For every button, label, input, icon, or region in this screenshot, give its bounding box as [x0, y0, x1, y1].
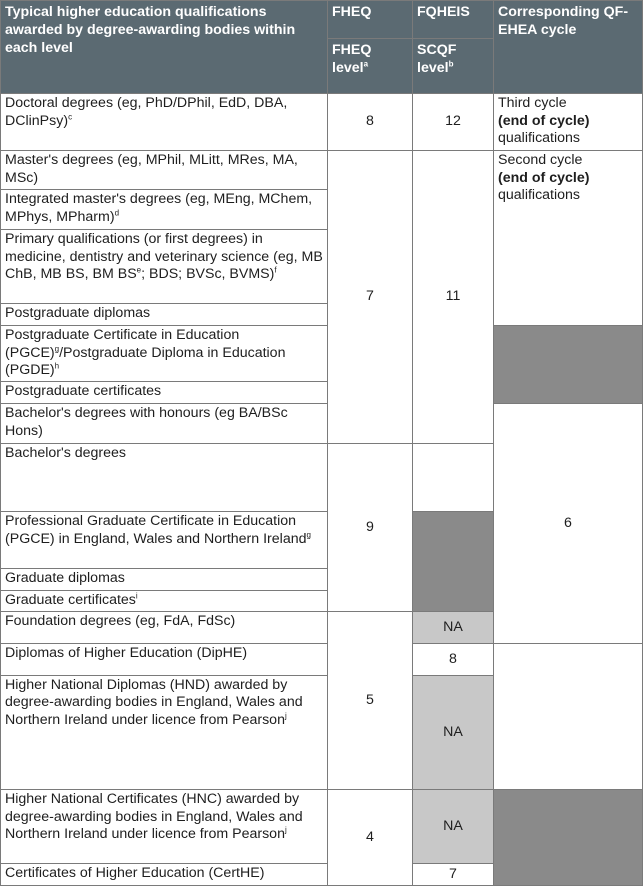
qualification-doctoral — [1, 94, 328, 151]
header-fqheis: FQHEIS — [413, 1, 494, 39]
footnote-marker: f — [274, 265, 277, 275]
cycle-name: Third cycle — [498, 95, 567, 111]
scqf-level-11: 11 — [413, 151, 494, 444]
fheq-level-4: 4 — [328, 790, 413, 886]
scqf-level-na: NA — [413, 612, 494, 644]
qualification-integrated-masters — [1, 190, 328, 230]
cycle-name: Second cycle — [498, 152, 583, 168]
fheq-level-6: 6 — [494, 404, 643, 644]
header-scqf-level — [413, 39, 494, 94]
footnote-marker: j — [284, 711, 287, 721]
header-fheq-level-label: FHEQ level — [332, 42, 372, 76]
qualification-pg-diplomas: Postgraduate diplomas — [1, 304, 328, 326]
header-scqf-level-label: SCQF level — [417, 42, 457, 76]
qualification-prof-grad-cert — [1, 512, 328, 569]
scqf-level-na: NA — [413, 675, 494, 789]
footnote-marker: d — [114, 207, 120, 217]
header-qf-ehea-cycle: Corresponding QF-EHEA cycle — [494, 1, 643, 94]
footnote-marker: b — [448, 59, 454, 69]
footnote-marker: g — [54, 343, 60, 353]
cycle-empty-grey — [494, 790, 643, 886]
qualification-grad-certificates — [1, 591, 328, 612]
qualification-hnc — [1, 790, 328, 864]
cycle-qualifier: (end of cycle) — [498, 169, 590, 186]
qualification-bachelors-honours: Bachelor's degrees with honours (eg BA/BSc Hons) — [1, 404, 328, 444]
footnote-marker: a — [363, 59, 369, 69]
cycle-second — [494, 151, 643, 326]
footnote-marker: i — [135, 591, 138, 601]
cycle-suffix: qualifications — [498, 187, 581, 203]
qualification-primary — [1, 230, 328, 304]
header-fheq-level — [328, 39, 413, 94]
cycle-third — [494, 94, 643, 151]
qualification-diphe: Diplomas of Higher Education (DipHE) — [1, 643, 328, 675]
qualification-pg-certificates: Postgraduate certificates — [1, 382, 328, 404]
header-fheq: FHEQ — [328, 1, 413, 39]
footnote-marker: h — [54, 361, 60, 371]
qualification-foundation: Foundation degrees (eg, FdA, FdSc) — [1, 612, 328, 644]
qualification-text: ; BDS; BVSc, BVMS) — [141, 266, 275, 282]
qualification-text: Postgraduate Certificate in Education (PGCE) — [5, 327, 240, 361]
cycle-empty-grey — [413, 512, 494, 612]
qualification-text: Doctoral degrees (eg, PhD/DPhil, EdD, DBA, DClinPsy) — [5, 95, 288, 129]
footnote-marker: c — [68, 111, 73, 121]
footnote-marker: g — [306, 529, 311, 539]
footnote-marker: e — [136, 265, 142, 275]
fheq-level-5: 5 — [328, 612, 413, 790]
qualification-text: Integrated master's degrees (eg, MEng, MChem, MPhys, MPharm) — [5, 191, 313, 225]
footnote-marker: j — [284, 825, 287, 835]
qualification-grad-diplomas: Graduate diplomas — [1, 569, 328, 591]
scqf-level-9: 9 — [328, 444, 413, 612]
scqf-level-7: 7 — [413, 864, 494, 886]
cycle-suffix: qualifications — [498, 130, 581, 146]
scqf-level-12: 12 — [413, 94, 494, 151]
qualification-certhe: Certificates of Higher Education (CertHE) — [1, 864, 328, 886]
qualification-bachelors: Bachelor's degrees — [1, 444, 328, 512]
qualification-masters: Master's degrees (eg, MPhil, MLitt, MRes, MA, MSc) — [1, 151, 328, 190]
cycle-empty-grey — [494, 326, 643, 404]
scqf-level-8: 8 — [413, 643, 494, 675]
scqf-level-na: NA — [413, 790, 494, 864]
qualification-text: Higher National Certificates (HNC) awarded by degree-awarding bodies in England, Wales and Northern Ireland under licence from Pearson — [5, 791, 303, 842]
header-qualifications: Typical higher education qualifications awarded by degree-awarding bodies within each level — [1, 1, 328, 94]
qualification-text: Primary qualifications (or first degrees) in medicine, dentistry and veterinary science (eg, MB ChB, MB BS, BM BS — [5, 231, 323, 282]
cycle-qualifier: (end of cycle) — [498, 112, 590, 129]
qualification-text: /Postgraduate Diploma in Education (PGDE) — [5, 344, 286, 378]
qualification-text: Professional Graduate Certificate in Education (PGCE) in England, Wales and Northern Ireland — [5, 513, 307, 547]
qualification-hnd — [1, 675, 328, 789]
fheq-level-8: 8 — [328, 94, 413, 151]
qualification-pgce — [1, 326, 328, 382]
qualification-text: Higher National Diplomas (HND) awarded by degree-awarding bodies in England, Wales and Northern Ireland under licence from Pearson — [5, 676, 303, 728]
qualification-text: Graduate certificates — [5, 592, 136, 608]
fheq-level-7: 7 — [328, 151, 413, 444]
